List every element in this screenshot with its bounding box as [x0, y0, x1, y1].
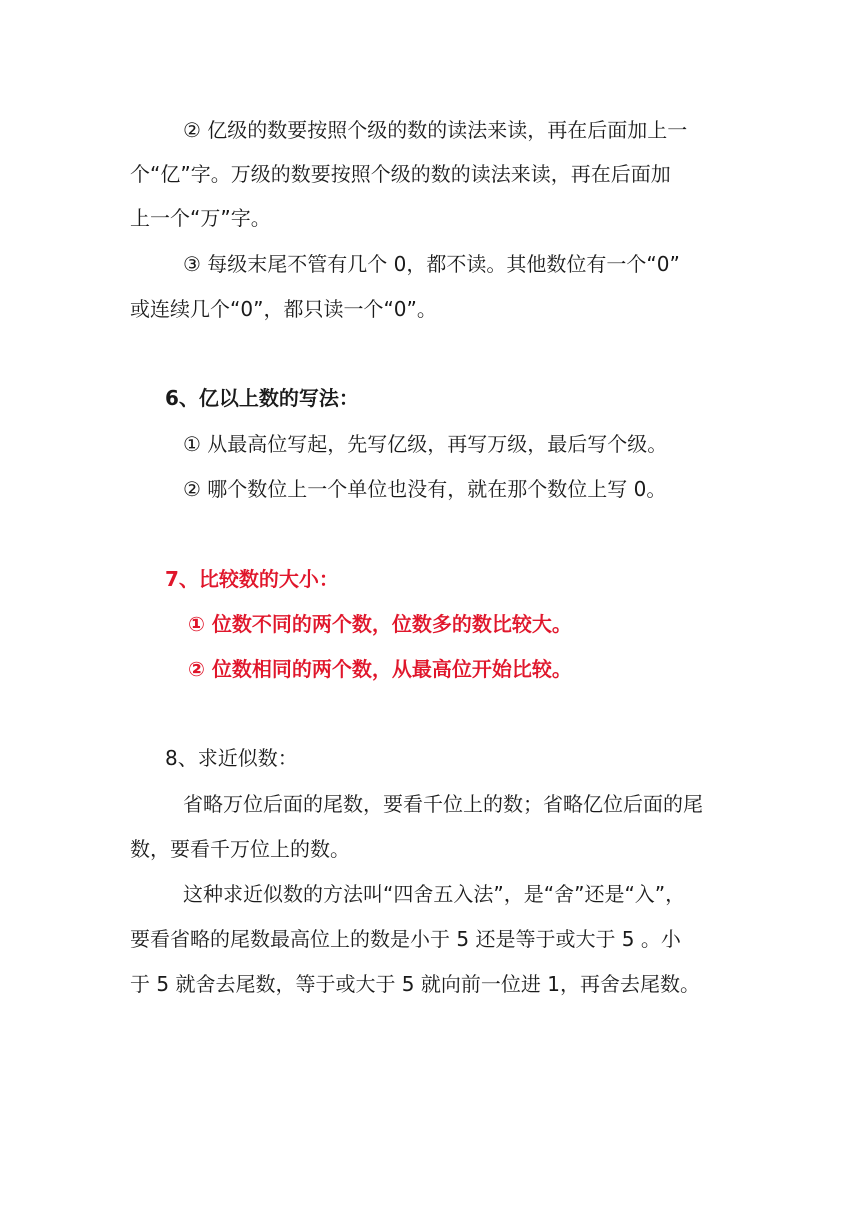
section-8-para-2-line-2: 要看省略的尾数最高位上的数是小于 5 还是等于或大于 5 。小 — [130, 927, 681, 951]
section-6-rule-2: ② 哪个数位上一个单位也没有，就在那个数位上写 0。 — [183, 477, 667, 501]
rule-3-line-1: ③ 每级末尾不管有几个 0，都不读。其他数位有一个“0” — [183, 252, 680, 276]
section-7-rule-2: ② 位数相同的两个数，从最高位开始比较。 — [188, 657, 572, 681]
section-7-heading: 7、比较数的大小： — [165, 567, 339, 591]
section-6-heading: 6、亿以上数的写法： — [165, 386, 359, 410]
section-7-rule-1: ① 位数不同的两个数，位数多的数比较大。 — [188, 612, 572, 636]
section-8-para-1-line-1: 省略万位后面的尾数，要看千位上的数；省略亿位后面的尾 — [183, 792, 703, 816]
section-8-para-2-line-1: 这种求近似数的方法叫“四舍五入法”，是“舍”还是“入”， — [183, 882, 686, 906]
rule-3-line-2: 或连续几个“0”，都只读一个“0”。 — [130, 297, 437, 321]
section-8-heading: 8、求近似数： — [165, 746, 298, 770]
section-8-para-1-line-2: 数，要看千万位上的数。 — [130, 837, 350, 861]
rule-2-line-1: ② 亿级的数要按照个级的数的读法来读，再在后面加上一 — [183, 118, 688, 142]
rule-2-line-3: 上一个“万”字。 — [130, 206, 271, 230]
rule-2-line-2: 个“亿”字。万级的数要按照个级的数的读法来读，再在后面加 — [130, 162, 671, 186]
section-8-para-2-line-3: 于 5 就舍去尾数，等于或大于 5 就向前一位进 1，再舍去尾数。 — [130, 972, 700, 996]
section-6-rule-1: ① 从最高位写起，先写亿级，再写万级，最后写个级。 — [183, 432, 668, 456]
